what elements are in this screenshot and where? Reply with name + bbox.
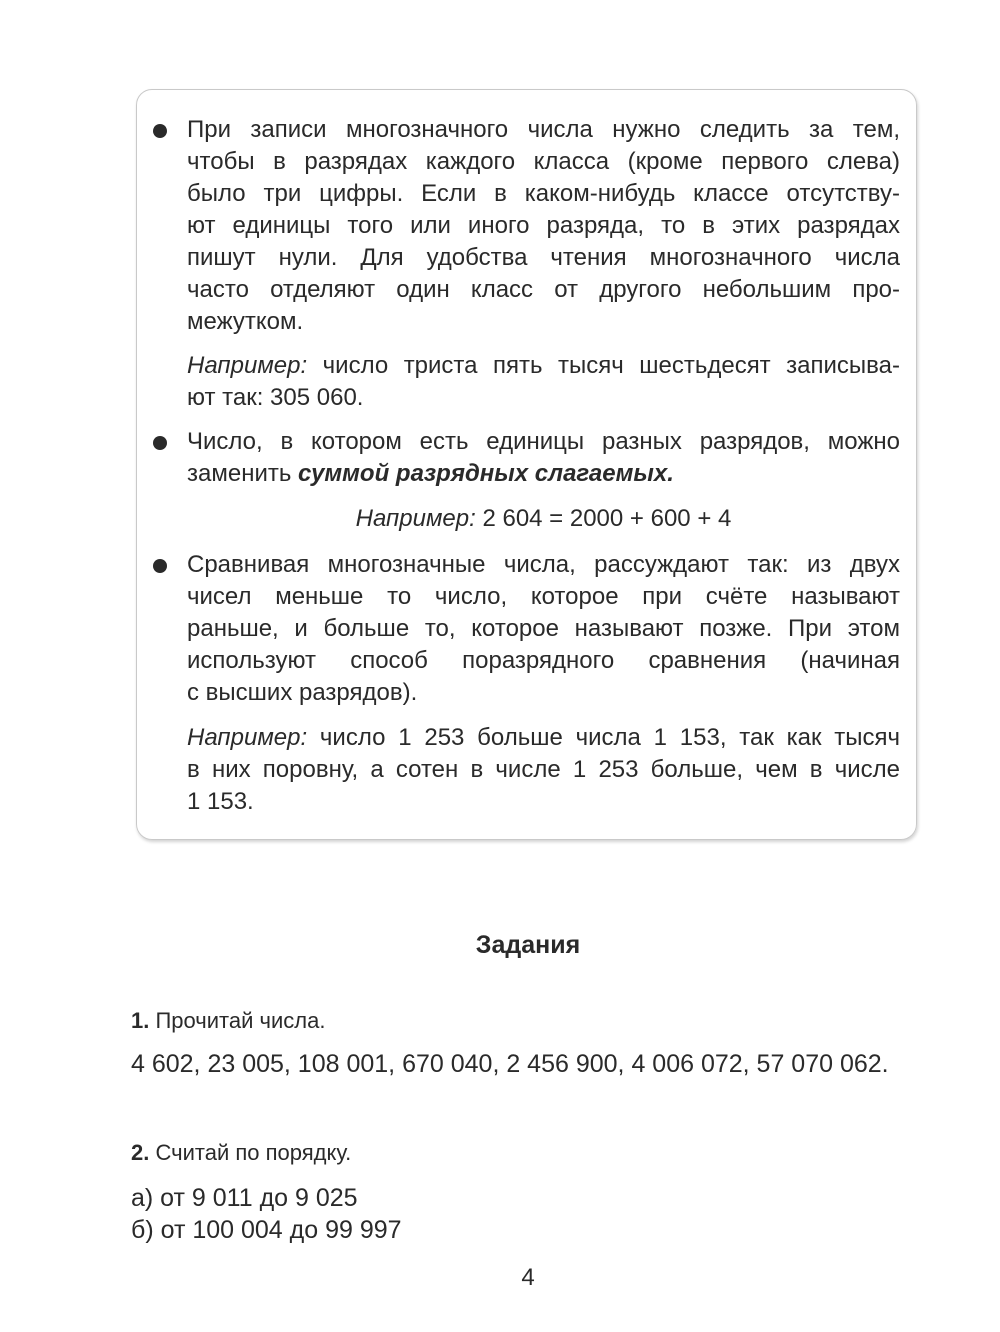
- example-label: Например:: [355, 505, 476, 532]
- rule-2-example-formula: 2 604 = 2000 + 600 + 4: [482, 505, 732, 532]
- rule-2-term: суммой разрядных слагаемых.: [298, 460, 674, 487]
- rule-2-line: Число, в котором есть единицы разных разрядов, можно: [187, 428, 900, 455]
- task-2: [131, 1138, 351, 1168]
- bullet-icon: [153, 559, 167, 573]
- task-2-number: 2.: [131, 1140, 150, 1165]
- rule-1-text: [187, 114, 900, 338]
- rule-3-text: [187, 549, 900, 709]
- bullet-icon: [153, 124, 167, 138]
- rule-3-example: [187, 722, 900, 818]
- rule-3-example-line: в них поровну, а сотен в числе 1 253 больше, чем в числе: [187, 756, 900, 783]
- rule-1-line: При записи многозначного числа нужно следить за тем,: [187, 116, 900, 143]
- task-2-item-b: б) от 100 004 до 99 997: [131, 1216, 402, 1244]
- rule-1-line: межутком.: [187, 308, 304, 335]
- section-title: Задания: [475, 931, 581, 959]
- rule-1-line: часто отделяют один класс от другого небольшим про-: [187, 276, 900, 303]
- rule-3-line: чисел меньше то число, которое при счёте называют: [187, 583, 900, 610]
- rule-3-line: раньше, и больше то, которое называют позже. При этом: [187, 615, 900, 642]
- rule-2-line: заменить суммой разрядных слагаемых.: [187, 460, 674, 487]
- rule-1-example-line: ют так: 305 060.: [187, 384, 364, 411]
- task-1: [131, 1006, 325, 1036]
- rule-3-line: Сравнивая многозначные числа, рассуждают так: из двух: [187, 551, 900, 578]
- rule-2-example: [187, 503, 900, 535]
- rule-3-example-line: 1 153.: [187, 788, 254, 815]
- rule-3-example-line: Например: число 1 253 больше числа 1 153, так как тысяч: [187, 724, 900, 751]
- rule-1-example-line: Например: число триста пять тысяч шестьдесят записыва-: [187, 352, 901, 379]
- rule-3-line: используют способ поразрядного сравнения (начиная: [187, 647, 900, 674]
- task-1-number: 1.: [131, 1008, 150, 1033]
- rule-3-line: с высших разрядов).: [187, 679, 418, 706]
- rule-1-example: [187, 350, 900, 414]
- rule-1-line: было три цифры. Если в каком-нибудь классе отсутству-: [187, 180, 900, 207]
- task-1-numbers: 4 602, 23 005, 108 001, 670 040, 2 456 900, 4 006 072, 57 070 062.: [131, 1050, 889, 1078]
- rule-1-line: чтобы в разрядах каждого класса (кроме первого слева): [187, 148, 900, 175]
- task-1-text: Прочитай числа.: [155, 1008, 326, 1033]
- example-label: Например:: [187, 352, 308, 379]
- bullet-icon: [153, 436, 167, 450]
- example-label: Например:: [187, 724, 308, 751]
- page-number: 4: [521, 1264, 535, 1291]
- rule-1-line: ют единицы того или иного разряда, то в этих разрядах: [187, 212, 900, 239]
- task-2-item-a: а) от 9 011 до 9 025: [131, 1184, 358, 1212]
- rule-1-line: пишут нули. Для удобства чтения многозначного числа: [187, 244, 900, 271]
- task-2-text: Считай по порядку.: [155, 1140, 352, 1165]
- rule-2-text: [187, 426, 900, 490]
